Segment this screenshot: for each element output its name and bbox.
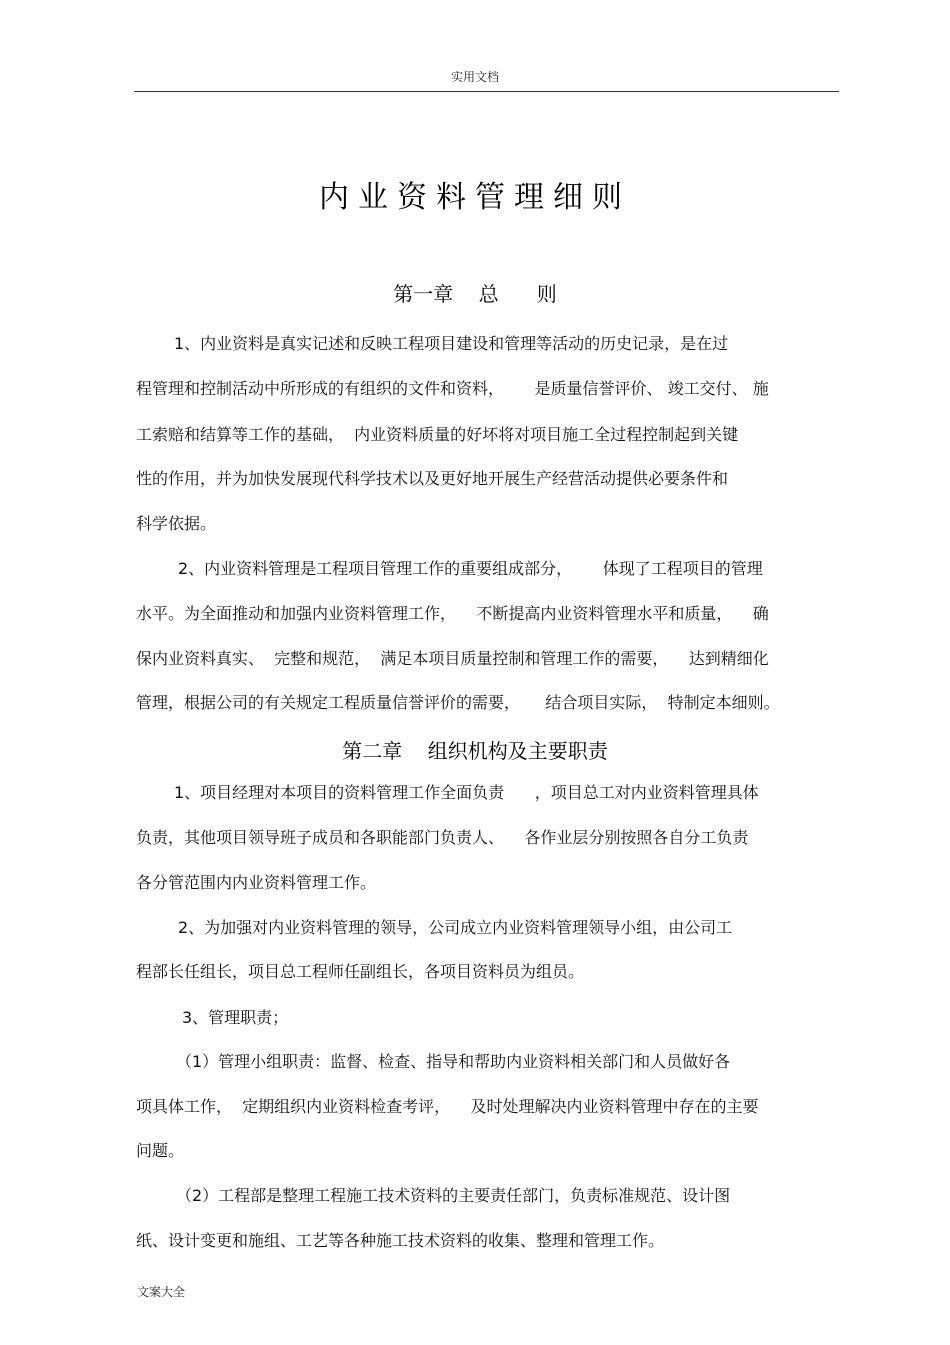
text-line: 程管理和控制活动中所形成的有组织的文件和资料， 是质量信誉评价、 竣工交付、 施 [136,379,769,398]
text-line: 1、项目经理对本项目的资料管理工作全面负责 ，项目总工对内业资料管理具体 [174,783,759,802]
text-line: 2、为加强对内业资料管理的领导，公司成立内业资料管理领导小组，由公司工 [178,918,733,937]
text-line: 程部长任组长，项目总工程师任副组长，各项目资料员为组员。 [136,962,585,981]
header-text: 实用文档 [450,70,499,84]
text-line: 3、管理职责； [182,1008,289,1027]
text-line: 项具体工作， 定期组织内业资料检查考评， 及时处理解决内业资料管理中存在的主要 [136,1097,759,1116]
text-line: 工索赔和结算等工作的基础， 内业资料质量的好坏将对项目施工全过程控制起到关键 [136,425,739,444]
text-line: 2、内业资料管理是工程项目管理工作的重要组成部分， 体现了工程项目的管理 [178,559,763,578]
chapter-1-heading: 第一章 总 则 [393,282,557,306]
page-footer: 文案大全 [137,1285,186,1299]
text-line: 性的作用，并为加快发展现代科学技术以及更好地开展生产经营活动提供必要条件和 [136,469,729,488]
document-title: 内业资料管理细则 [319,180,631,215]
text-line: 管理，根据公司的有关规定工程质量信誉评价的需要， 结合项目实际， 特制定本细则。 [136,693,780,712]
chapter-2-heading: 第二章 组织机构及主要职责 [342,739,608,763]
text-line: 水平。为全面推动和加强内业资料管理工作， 不断提高内业资料管理水平和质量， 确 [136,604,769,623]
text-line: （1）管理小组职责：监督、检查、指导和帮助内业资料相关部门和人员做好各 [176,1052,731,1071]
text-line: 纸、设计变更和施组、工艺等各种施工技术资料的收集、整理和管理工作。 [136,1231,665,1250]
text-line: 保内业资料真实、 完整和规范， 满足本项目质量控制和管理工作的需要， 达到精细化 [136,649,769,668]
text-line: 1、内业资料是真实记述和反映工程项目建设和管理等活动的历史记录，是在过 [174,334,729,353]
text-line: 负责，其他项目领导班子成员和各职能部门负责人、 各作业层分别按照各自分工负责 [136,828,749,847]
text-line: （2）工程部是整理工程施工技术资料的主要责任部门，负责标准规范、设计图 [176,1186,731,1205]
text-line: 各分管范围内内业资料管理工作。 [136,873,377,892]
text-line: 科学依据。 [136,514,217,533]
text-line: 问题。 [136,1141,185,1160]
header-divider [134,91,839,92]
